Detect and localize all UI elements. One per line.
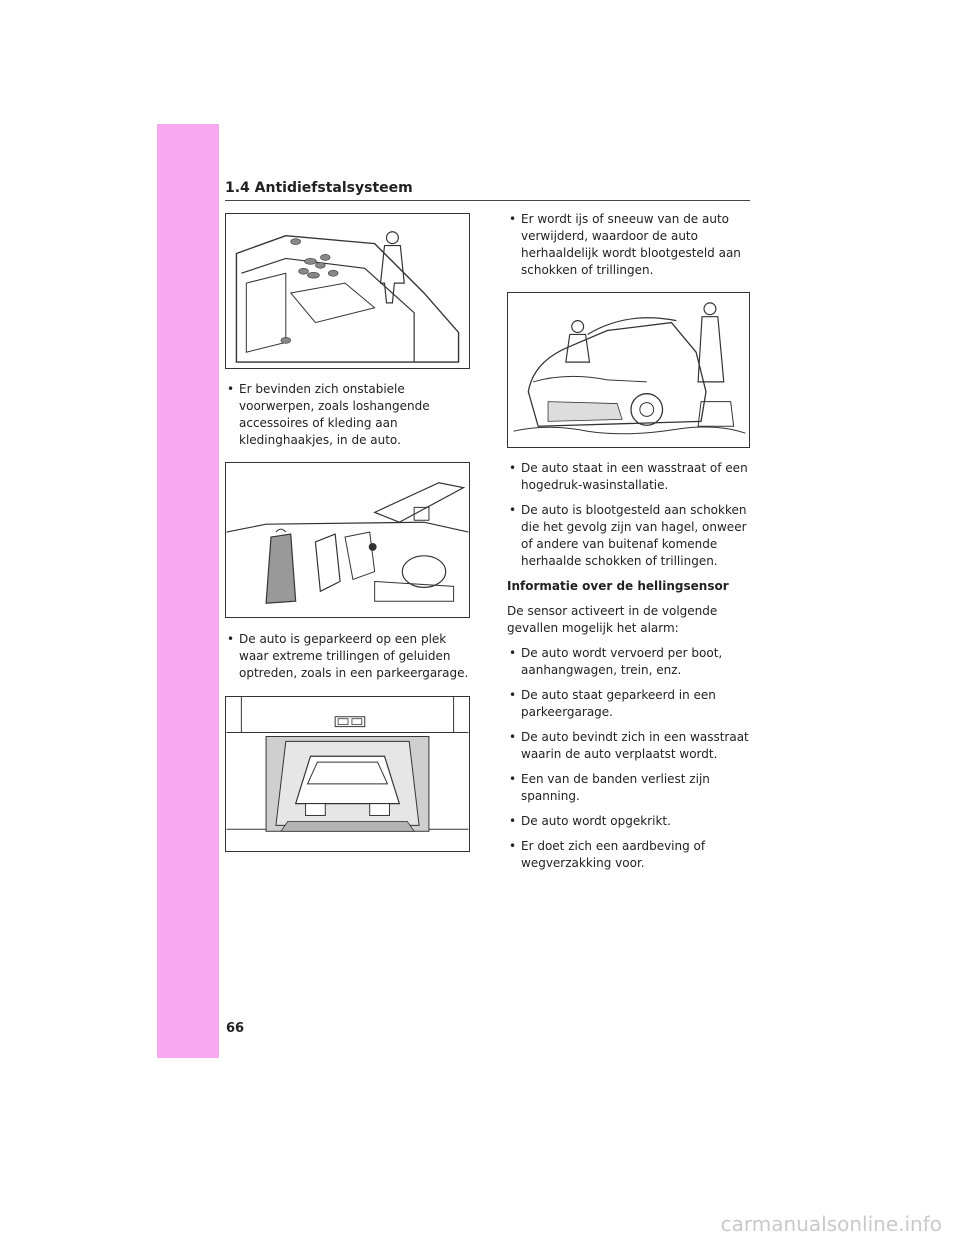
bullet-text: De auto staat geparkeerd in een parkeergarage. (521, 688, 716, 719)
right-column-text-1 (507, 211, 752, 287)
bullet-dot: • (509, 814, 517, 828)
list-item (225, 381, 470, 449)
bullet-text: De auto wordt vervoerd per boot, aanhangwagen, trein, enz. (521, 646, 723, 677)
illustration-car-snow-removal (508, 293, 749, 447)
page-number: 66 (226, 1021, 245, 1036)
list-item (225, 631, 470, 682)
subheading-tilt-sensor: Informatie over de hellingsensor (507, 579, 729, 593)
figure-clothing-hook (225, 462, 470, 618)
left-column-text-1 (225, 381, 470, 457)
bullet-dot: • (509, 646, 517, 660)
list-item (507, 687, 752, 721)
section-title: 1.4 Antidiefstalsysteem (225, 180, 413, 196)
bullet-dot: • (509, 730, 517, 744)
list-item (507, 838, 752, 872)
chapter-tab-sidebar (157, 124, 219, 1058)
list-item (507, 211, 752, 279)
bullet-text: Er doet zich een aardbeving of wegverzakking voor. (521, 839, 706, 870)
bullet-text: De auto is blootgesteld aan schokken die het gevolg zijn van hagel, onweer of andere van buitenaf komende herhaalde schokken of trillingen. (521, 503, 747, 568)
figure-leaves-on-roof (225, 213, 470, 369)
list-item (507, 813, 752, 830)
bullet-text: De auto bevindt zich in een wasstraat waarin de auto verplaatst wordt. (521, 730, 749, 761)
bullet-dot: • (509, 839, 517, 853)
bullet-dot: • (227, 382, 235, 396)
section-rule (225, 200, 750, 201)
figure-snow-removal (507, 292, 750, 448)
bullet-text: De auto is geparkeerd op een plek waar extreme trillingen of geluiden optreden, zoals in een parkeergarage. (239, 632, 469, 680)
illustration-car-parking-garage (226, 697, 469, 851)
bullet-text: De auto wordt opgekrikt. (521, 814, 671, 828)
watermark: carmanualsonline.info (720, 1212, 942, 1236)
bullet-dot: • (509, 461, 517, 475)
bullet-text: Er bevinden zich onstabiele voorwerpen, zoals loshangende accessoires of kleding aan kledinghaakjes, in de auto. (239, 382, 430, 447)
intro-paragraph: De sensor activeert in de volgende gevallen mogelijk het alarm: (507, 604, 718, 635)
figure-parking-garage (225, 696, 470, 852)
left-column-text-2 (225, 631, 470, 690)
bullet-text: Een van de banden verliest zijn spanning. (521, 772, 710, 803)
list-item (507, 645, 752, 679)
bullet-dot: • (509, 212, 517, 226)
illustration-car-roof-leaves (226, 214, 469, 368)
bullet-dot: • (227, 632, 235, 646)
right-column-text-2 (507, 460, 752, 880)
bullet-text: Er wordt ijs of sneeuw van de auto verwijderd, waardoor de auto herhaaldelijk wordt blootgesteld aan schokken of trillingen. (521, 212, 741, 277)
bullet-dot: • (509, 772, 517, 786)
bullet-dot: • (509, 503, 517, 517)
list-item (507, 771, 752, 805)
illustration-car-interior-clothing (226, 463, 469, 617)
list-item (507, 502, 752, 570)
list-item (507, 460, 752, 494)
bullet-text: De auto staat in een wasstraat of een hogedruk-wasinstallatie. (521, 461, 748, 492)
bullet-dot: • (509, 688, 517, 702)
list-item (507, 729, 752, 763)
